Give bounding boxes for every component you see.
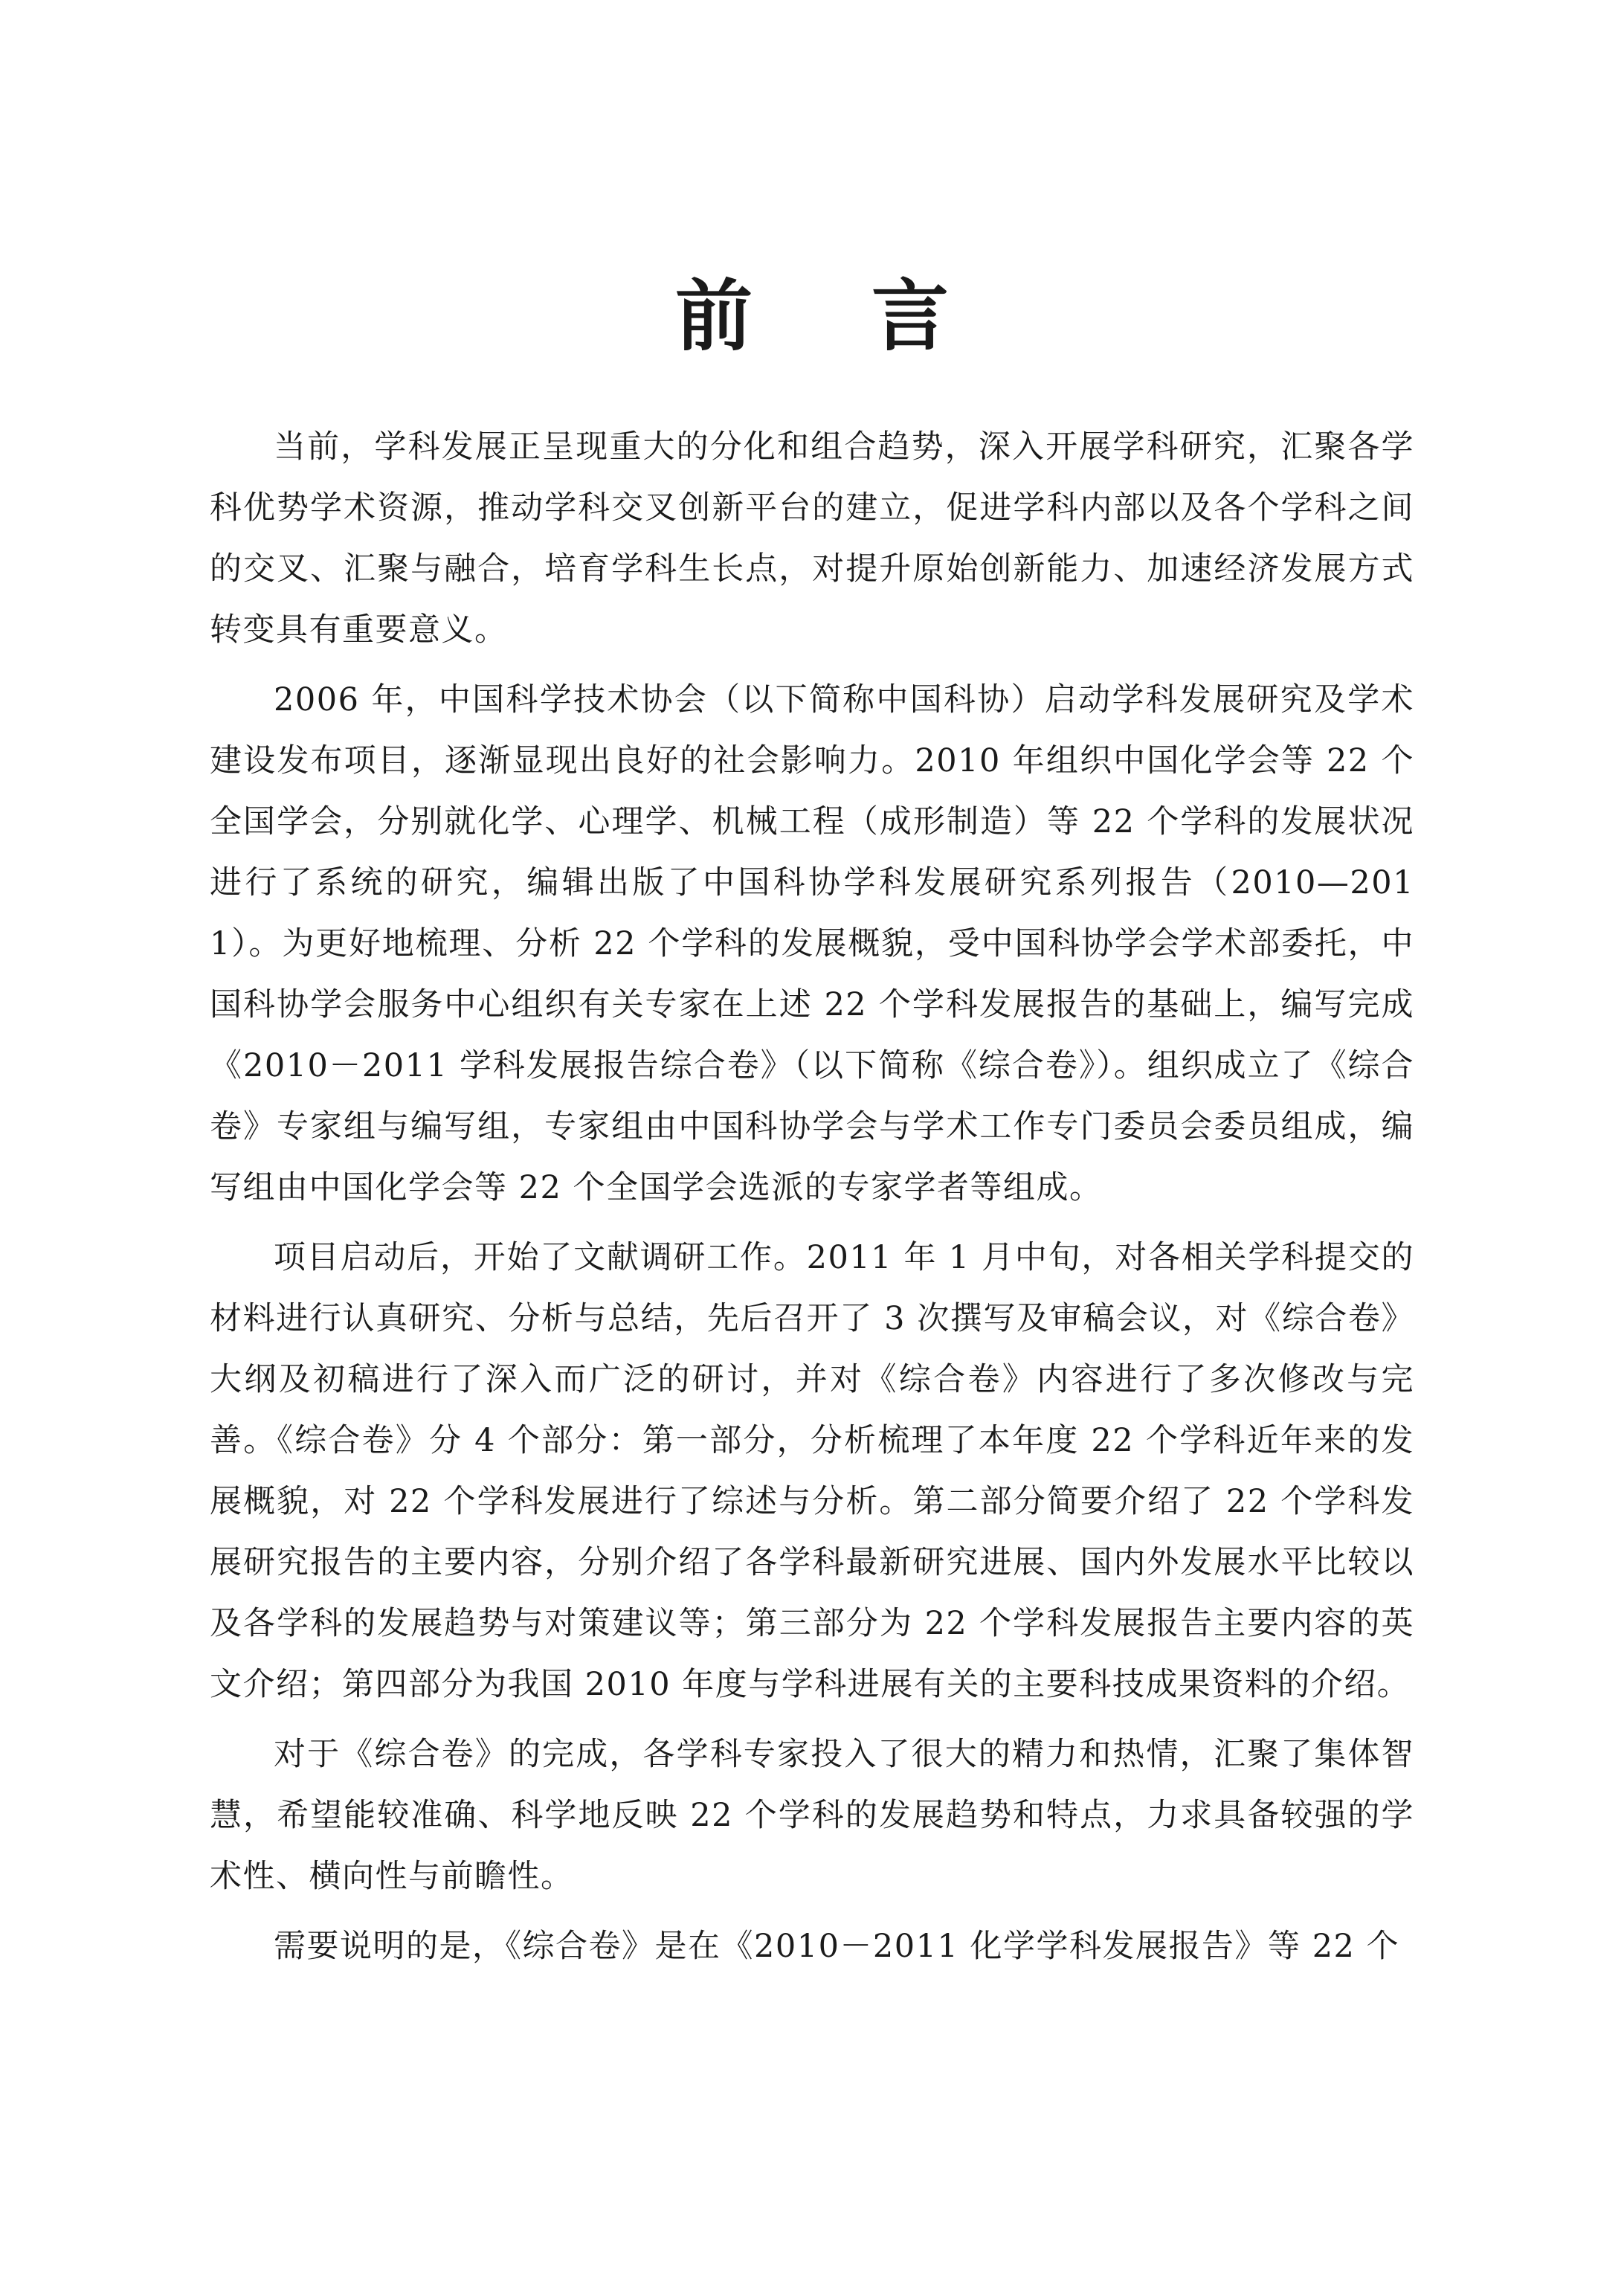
page-title: 前言 <box>674 270 1068 361</box>
paragraph-5: 需要说明的是，《综合卷》是在《2010－2011 化学学科发展报告》等 22 个 <box>274 1928 1400 1965</box>
paragraph-2: 2006 年，中国科学技术协会（以下简称中国科协）启动学科发展研究及学术建设发布项目，逐渐显现出良好的社会影响力。2010 年组织中国化学会等 22 个全国学会，分别就化学、心理学、机械工程（成形制造）等 22 个学科的发展状况进行了系统的研究，编辑出版了中国科协学科发展研究系列报告（2010—2011）。为更好地梳理、分析 22 个学科的发展概貌，受中国科协学会学术部委托，中国科协学会服务中心组织有关专家在上述 22 个学科发展报告的基础上，编写完成《2010－2011 学科发展报告综合卷》（以下简称《综合卷》）。组织成立了《综合卷》专家组与编写组，专家组由中国科协学会与学术工作专门委员会委员组成，编写组由中国化学会等 22 个全国学会选派的专家学者等组成。 <box>210 681 1414 1206</box>
document-body <box>210 416 1414 1977</box>
paragraph-1: 当前，学科发展正呈现重大的分化和组合趋势，深入开展学科研究，汇聚各学科优势学术资源，推动学科交叉创新平台的建立，促进学科内部以及各个学科之间的交叉、汇聚与融合，培育学科生长点，对提升原始创新能力、加速经济发展方式转变具有重要意义。 <box>210 428 1414 649</box>
paragraph-3: 项目启动后，开始了文献调研工作。2011 年 1 月中旬，对各相关学科提交的材料进行认真研究、分析与总结，先后召开了 3 次撰写及审稿会议，对《综合卷》大纲及初稿进行了深入而广泛的研讨，并对《综合卷》内容进行了多次修改与完善。《综合卷》分 4 个部分：第一部分，分析梳理了本年度 22 个学科近年来的发展概貌，对 22 个学科发展进行了综述与分析。第二部分简要介绍了 22 个学科发展研究报告的主要内容，分别介绍了各学科最新研究进展、国内外发展水平比较以及各学科的发展趋势与对策建议等；第三部分为 22 个学科发展报告主要内容的英文介绍；第四部分为我国 2010 年度与学科进展有关的主要科技成果资料的介绍。 <box>210 1239 1414 1703</box>
paragraph-4: 对于《综合卷》的完成，各学科专家投入了很大的精力和热情，汇聚了集体智慧，希望能较准确、科学地反映 22 个学科的发展趋势和特点，力求具备较强的学术性、横向性与前瞻性。 <box>210 1736 1414 1895</box>
